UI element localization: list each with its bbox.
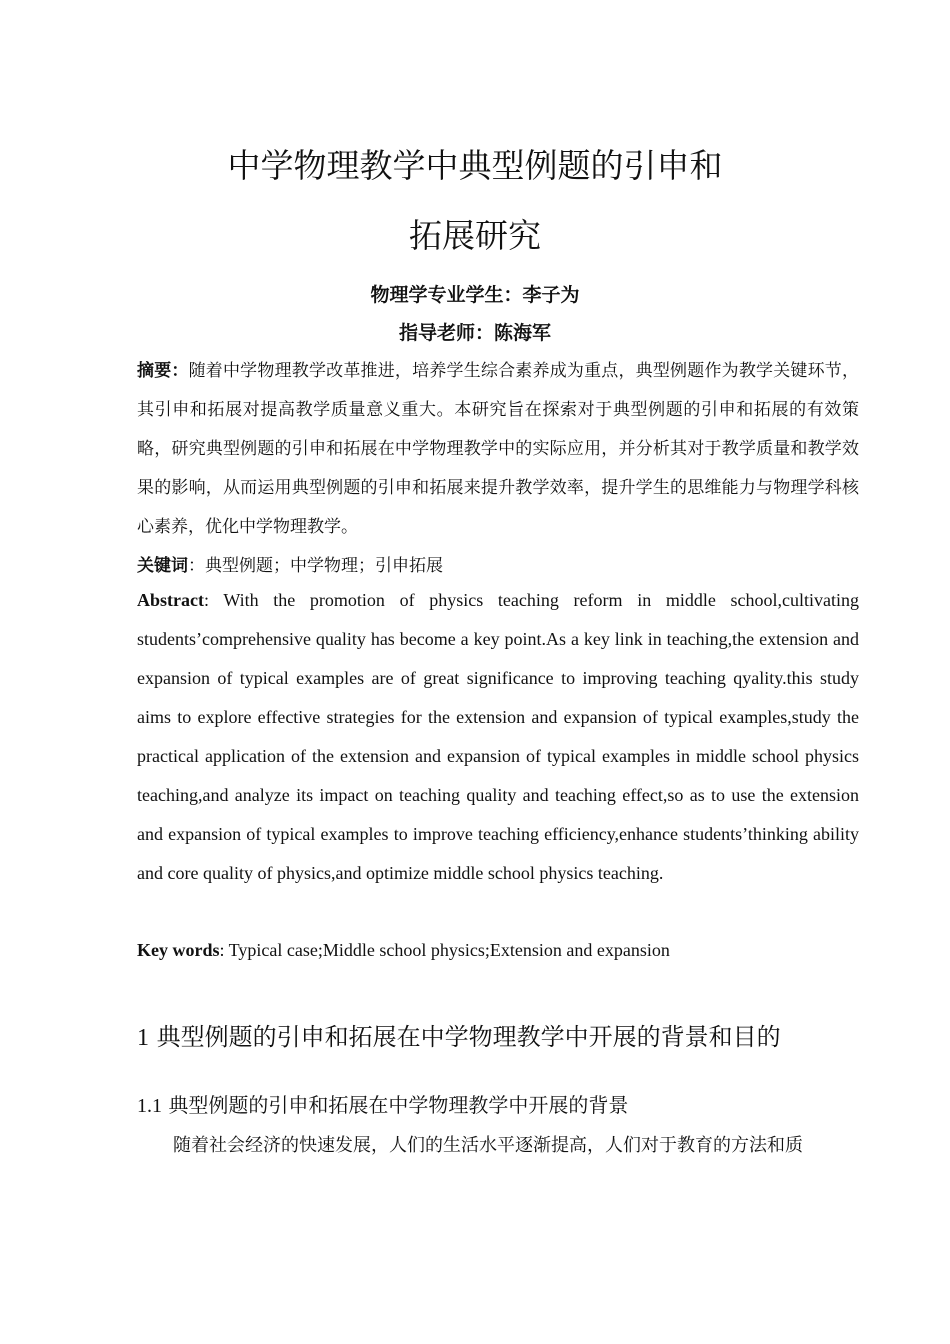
keywords-en-label: Key words: [137, 940, 220, 960]
section-1-number: 1: [137, 1025, 149, 1051]
section-1-1-title: 典型例题的引申和拓展在中学物理教学中开展的背景: [162, 1093, 629, 1117]
advisor-byline: 指导老师：陈海军: [398, 322, 551, 344]
student-byline: 物理学专业学生：李子为: [370, 284, 580, 306]
abstract-zh-text: 随着中学物理教学改革推进，培养学生综合素养成为重点，典型例题作为教学关键环节，其引申和拓展对提高教学质量意义重大。本研究旨在探索对于典型例题的引申和拓展的有效策略，研究典型例题的引申和拓展在中学物理教学中的实际应用，并分析其对于教学质量和教学效果的影响，从而运用典型例题的引申和拓展来提升教学效率，提升学生的思维能力与物理学科核心素养，优化中学物理教学。: [137, 361, 860, 537]
section-1-heading: [137, 1019, 781, 1056]
english-abstract: [137, 581, 859, 893]
body-paragraph: 随着社会经济的快速发展，人们的生活水平逐渐提高，人们对于教育的方法和质: [173, 1135, 803, 1156]
abstract-en-text: : With the promotion of physics teaching reform in middle school,cultivating students’comprehensive quality has become a key point.As a key link in teaching,the extension and expansion of typical examples are of great significance to improving teaching qyality.this study aims to explore effective strategies for the extension and expansion of typical examples,study the practical application of the extension and expansion of typical examples in middle school physics teaching,and analyze its impact on teaching quality and teaching effect,so as to use the extension and expansion of typical examples to improve teaching efficiency,enhance students’thinking ability and core quality of physics,and optimize middle school physics teaching.: [137, 590, 859, 883]
keywords-en-text: : Typical case;Middle school physics;Extension and expansion: [219, 940, 670, 960]
title-line-2: 拓展研究: [409, 216, 541, 255]
english-keywords: [137, 931, 859, 970]
title-line-1: 中学物理教学中典型例题的引申和: [227, 146, 723, 185]
section-1-title: 典型例题的引申和拓展在中学物理教学中开展的背景和目的: [149, 1023, 781, 1051]
abstract-zh-label: 摘要：: [137, 361, 189, 381]
section-1-1-number: 1.1: [137, 1095, 162, 1117]
chinese-abstract: [137, 352, 859, 547]
keywords-zh-label: 关键词: [137, 556, 188, 576]
keywords-zh-text: ：典型例题；中学物理；引申拓展: [188, 556, 443, 576]
abstract-en-label: Abstract: [137, 590, 204, 610]
section-1-1-heading: [137, 1090, 628, 1121]
